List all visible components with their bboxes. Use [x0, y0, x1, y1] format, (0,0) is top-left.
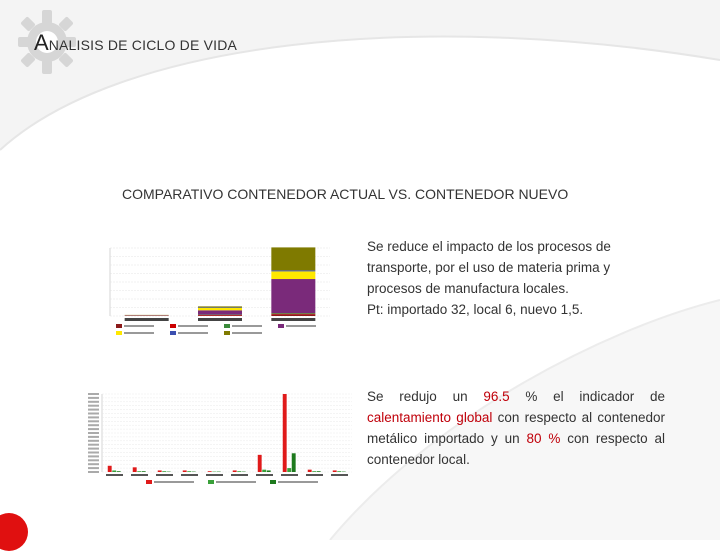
title-text: NALISIS DE CICLO DE VIDA [49, 37, 237, 53]
highlight-indicator: calentamiento global [367, 410, 492, 425]
highlight-percent: 80 % [526, 431, 560, 446]
legend-label [178, 325, 208, 327]
chart-bar [333, 470, 337, 472]
chart-tick-label [88, 452, 99, 454]
legend-swatch [170, 331, 176, 335]
legend-label [178, 332, 208, 334]
legend-label [278, 481, 318, 483]
paragraph-line: transporte, por el uso de materia prima y [367, 257, 665, 278]
chart-category-label [281, 474, 298, 476]
chart-bar-segment [198, 307, 242, 308]
chart-bar [162, 471, 166, 472]
chart-bar-segment [271, 271, 315, 279]
chart-tick-label [88, 455, 99, 457]
legend-label [154, 481, 194, 483]
chart-bar [137, 471, 141, 472]
legend-swatch [116, 331, 122, 335]
chart-bar [287, 468, 291, 472]
chart-bar [308, 470, 312, 472]
chart-grouped-comparison [86, 390, 356, 490]
chart-bar-segment [271, 314, 315, 315]
legend-label [124, 325, 154, 327]
legend-label [232, 325, 262, 327]
legend-swatch [208, 480, 214, 484]
chart-tick-label [88, 424, 99, 426]
chart-bar [267, 470, 271, 472]
chart-bar [133, 467, 137, 472]
chart-tick-label [88, 471, 99, 473]
chart-tick-label [88, 420, 99, 422]
legend-swatch [224, 331, 230, 335]
paragraph-line: Pt: importado 32, local 6, nuevo 1,5. [367, 299, 665, 320]
chart-bar [208, 471, 212, 472]
chart-bar [117, 471, 121, 472]
text-run: con respecto al contenedor local. [367, 431, 665, 467]
section-subtitle: COMPARATIVO CONTENEDOR ACTUAL VS. CONTENEDOR NUEVO [122, 186, 568, 202]
legend-swatch [278, 324, 284, 328]
chart-bar [337, 471, 341, 472]
page-title [34, 30, 237, 56]
chart-bar-segment [271, 313, 315, 314]
chart-tick-label [88, 416, 99, 418]
chart-tick-label [88, 401, 99, 403]
chart-category-label [206, 474, 223, 476]
chart-tick-label [88, 428, 99, 430]
chart-bar [183, 470, 187, 472]
chart-tick-label [88, 444, 99, 446]
legend-swatch [270, 480, 276, 484]
chart-category-label [231, 474, 248, 476]
chart-bar-segment [198, 315, 242, 316]
chart-bar [312, 471, 316, 472]
chart-bar [158, 470, 162, 472]
chart-bar [187, 471, 191, 472]
chart-category-label [156, 474, 173, 476]
highlight-percent: 96.5 [483, 389, 509, 404]
legend-label [232, 332, 262, 334]
chart-bar [233, 470, 237, 472]
chart-bar-segment [198, 306, 242, 307]
title-initial-letter: A [34, 30, 49, 55]
legend-label [286, 325, 316, 327]
paragraph-global-warming [367, 386, 665, 470]
chart-bar [112, 470, 116, 472]
chart-bar-segment [198, 308, 242, 310]
text-run: con respecto al contenedor metálico importado y un [367, 410, 665, 446]
paragraph-transport [367, 236, 665, 320]
chart-tick-label [88, 448, 99, 450]
chart-bar [292, 453, 296, 472]
legend-label [216, 481, 256, 483]
chart-category-label [331, 474, 348, 476]
chart-bar-segment [125, 315, 169, 316]
chart-bar-segment [271, 247, 315, 270]
chart-stacked-comparison [102, 244, 334, 340]
chart-category-label [271, 318, 315, 321]
text-run: % el indicador de [510, 389, 665, 404]
legend-swatch [116, 324, 122, 328]
chart-category-label [306, 474, 323, 476]
chart-bar-segment [198, 310, 242, 314]
chart-tick-label [88, 405, 99, 407]
chart-tick-label [88, 436, 99, 438]
chart-tick-label [88, 459, 99, 461]
chart-bar [262, 470, 266, 472]
paragraph-line: Se reduce el impacto de los procesos de [367, 236, 665, 257]
chart-category-label [106, 474, 123, 476]
chart-category-label [256, 474, 273, 476]
chart-bar-segment [271, 314, 315, 316]
chart-bar [237, 471, 241, 472]
chart-category-label [198, 318, 242, 321]
chart-bar-segment [271, 279, 315, 313]
chart-category-label [125, 318, 169, 321]
chart-bar [258, 455, 262, 472]
chart-tick-label [88, 397, 99, 399]
chart-tick-label [88, 409, 99, 411]
chart-tick-label [88, 467, 99, 469]
chart-bar-segment [271, 270, 315, 271]
legend-swatch [146, 480, 152, 484]
chart-tick-label [88, 413, 99, 415]
chart-category-label [131, 474, 148, 476]
chart-tick-label [88, 463, 99, 465]
chart-bar [317, 471, 321, 472]
text-run: Se redujo un [367, 389, 483, 404]
chart-tick-label [88, 440, 99, 442]
chart-bar [283, 394, 287, 472]
legend-label [124, 332, 154, 334]
legend-swatch [224, 324, 230, 328]
legend-swatch [170, 324, 176, 328]
chart-bar [142, 471, 146, 472]
chart-category-label [181, 474, 198, 476]
chart-tick-label [88, 393, 99, 395]
chart-bar [108, 466, 112, 472]
paragraph-line: procesos de manufactura locales. [367, 278, 665, 299]
chart-tick-label [88, 432, 99, 434]
